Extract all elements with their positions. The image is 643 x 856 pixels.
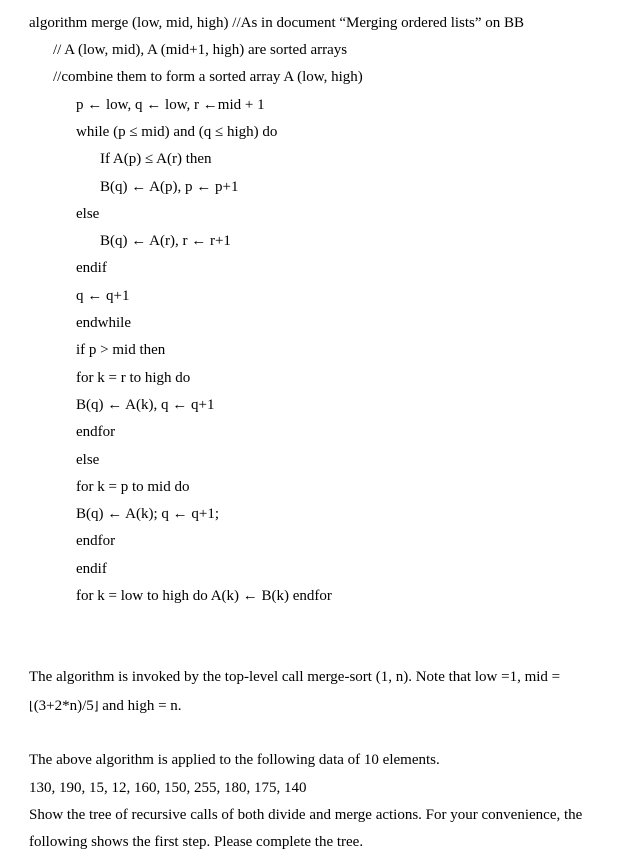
while-line: while (p ≤ mid) and (q ≤ high) do (76, 124, 278, 140)
invocation-line-1: The algorithm is invoked by the top-level call merge-sort (1, n). Note that low =1, mid = (29, 669, 561, 685)
task-line-1: The above algorithm is applied to the following data of 10 elements. (29, 752, 440, 768)
task-line-3: Show the tree of recursive calls of both divide and merge actions. For your convenience, the (29, 807, 583, 823)
comment-line-2: //combine them to form a sorted array A (low, high) (53, 69, 363, 85)
then-assign-line: B(q) ← A(p), p ← p+1 (100, 179, 239, 195)
else-line-1: else (76, 206, 100, 222)
endfor-line-2: endfor (76, 533, 116, 549)
for-r-body-line: B(q) ← A(k), q ← q+1 (76, 397, 215, 413)
mid-expression: (3+2*n)/5 (33, 698, 94, 714)
else-line-2: else (76, 452, 100, 468)
comment-line-1: // A (low, mid), A (mid+1, high) are sorted arrays (53, 42, 348, 58)
data-values-line: 130, 190, 15, 12, 160, 150, 255, 180, 175, 140 (29, 780, 307, 796)
for-r-line: for k = r to high do (76, 370, 191, 386)
algorithm-header: algorithm merge (low, mid, high) //As in document “Merging ordered lists” on BB (29, 15, 525, 31)
endif-line-1: endif (76, 260, 107, 276)
for-p-line: for k = p to mid do (76, 479, 190, 495)
task-line-4: following shows the first step. Please complete the tree. (29, 834, 364, 850)
endif-line-2: endif (76, 561, 107, 577)
if-line: If A(p) ≤ A(r) then (100, 151, 212, 167)
endwhile-line: endwhile (76, 315, 131, 331)
q-increment-line: q ← q+1 (76, 288, 130, 304)
invocation-line-2 (29, 697, 182, 715)
else-assign-line: B(q) ← A(r), r ← r+1 (100, 233, 231, 249)
high-assignment: and high = n. (98, 698, 182, 714)
final-for-line: for k = low to high do A(k) ← B(k) endfor (76, 588, 332, 604)
if-p-line: if p > mid then (76, 342, 166, 358)
floor-right-bracket: ⌋ (93, 699, 99, 713)
init-line: p ← low, q ← low, r ←mid + 1 (76, 97, 265, 113)
endfor-line-1: endfor (76, 424, 116, 440)
floor-left-bracket: ⌊ (29, 699, 34, 713)
for-p-body-line: B(q) ← A(k); q ← q+1; (76, 506, 220, 522)
